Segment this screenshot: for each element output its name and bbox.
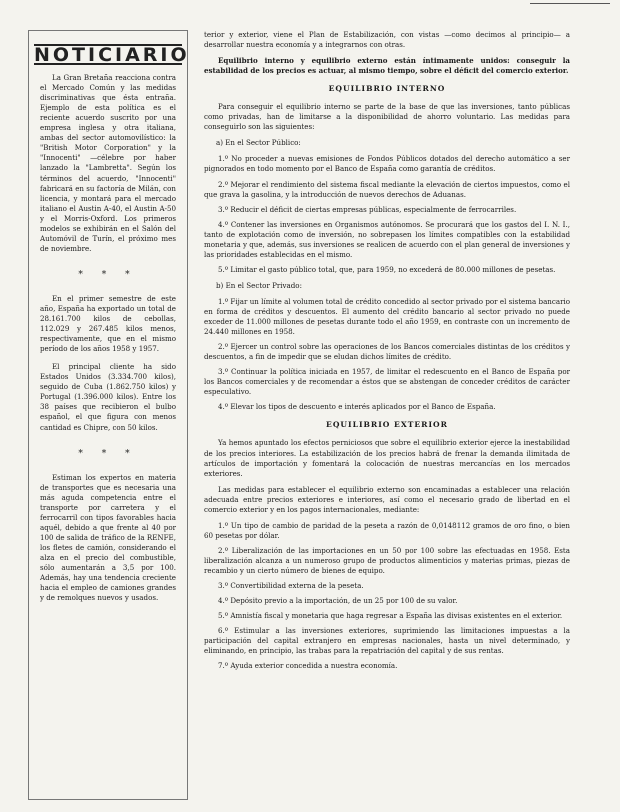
- noticiario-column: [28, 30, 188, 770]
- news-block: [40, 73, 176, 603]
- section-heading-interno: EQUILIBRIO INTERNO: [328, 84, 446, 94]
- news-paragraph: En el primer semestre de este año, España ha exportado un total de 28.161.700 kilos de cebollas, 112.029 y 267.485 kilos menos, respectivamente, que en el mismo período de los años 1958 y 1957.: [40, 293, 176, 354]
- list-item: 5.º Limitar el gasto público total, que, para 1959, no excederá de 80.000 millones de pesetas.: [218, 264, 556, 274]
- list-item: 5.º Amnistía fiscal y monetaria que haga regresar a España las divisas existentes en el exterior.: [218, 611, 563, 621]
- section-heading-exterior: EQUILIBRIO EXTERIOR: [326, 420, 448, 430]
- list-item: 6.º Estimular a las inversiones exteriores, suprimiendo las limitaciones impuestas a la participación del capital extranjero en empresas nacionales, hasta un nivel determinado, y eliminando, en principio, las trabas para la repatriación del capital y de sus rentas.: [204, 626, 570, 656]
- separator-stars: * * *: [78, 269, 138, 280]
- list-item: 1.º Un tipo de cambio de paridad de la peseta a razón de 0,0148112 gramos de oro fino, o bien 60 pesetas por dólar.: [204, 520, 570, 540]
- list-item: 4.º Contener las inversiones en Organismos autónomos. Se procurará que los gastos del I. N. I., tanto de explotación como de inversión, no sobrepasen los límites compatibles con la estabilidad monetaria y que, además, sus inversiones se realicen de acuerdo con el plan general de inversiones y las prioridades establecidas en el mismo.: [204, 219, 570, 259]
- article-paragraph: Para conseguir el equilibrio interno se parte de la base de que las inversiones, tanto públicas como privadas, han de limitarse a la disponibilidad de ahorro voluntario. Las medidas para conseguirlo son las siguientes:: [204, 102, 570, 132]
- list-item: 3.º Convertibilidad externa de la peseta.: [218, 581, 364, 591]
- news-paragraph: La Gran Bretaña reacciona contra el Mercado Común y las medidas discriminativas que ésta entraña. Ejemplo de esta política es el reciente acuerdo suscrito por una empresa inglesa y otra italiana, ambas del sector automovilístico: la "British Motor Corporation" y la "Innocenti" —célebre por haber lanzado la "Lambretta". Según los términos del acuerdo, "Innocenti" fabricará en su factoría de Milán, con licencia, y montará para el mercado italiano el Austin A-40, el Austin A-50 y el Morris-Oxford. Los primeros modelos se exhibirán en el Salón del Automóvil de Turín, el próximo mes de noviembre.: [40, 73, 176, 253]
- news-paragraph: El principal cliente ha sido Estados Unidos (3.334.700 kilos), seguido de Cuba (1.862.750 kilos) y Portugal (1.396.000 kilos). Entre los 38 países que recibieron el bulbo español, el que figura con menos cantidad es Chipre, con 50 kilos.: [40, 362, 176, 432]
- list-item: 1.º No proceder a nuevas emisiones de Fondos Públicos dotados del derecho automático a ser pignorados en todo momento por el Banco de España como garantía de créditos.: [204, 154, 570, 174]
- list-item: 3.º Continuar la política iniciada en 1957, de limitar el redescuento en el Banco de España por los Bancos comerciales y de recomendar a éstos que se abstengan de conceder créditos de carácter especulativo.: [204, 367, 570, 397]
- separator-stars: * * *: [78, 448, 138, 459]
- list-item: 2.º Ejercer un control sobre las operaciones de los Bancos comerciales distintas de los créditos y descuentos, a fin de impedir que se eludan dichos límites de crédito.: [204, 342, 570, 362]
- article-paragraph: Las medidas para establecer el equilibrio externo son encaminadas a establecer una relación adecuada entre precios exteriores e interiores, así como el necesario grado de libertad en el comercio exterior y en los pagos internacionales, mediante:: [204, 484, 570, 514]
- list-item: 1.º Fijar un límite al volumen total de crédito concedido al sector privado por el sistema bancario en forma de créditos y descuentos. El aumento del crédito bancario al sector privado no puede exceder de 11.000 millones de pesetas durante todo el año 1959, en contraste con un incremento de 24.440 millones en 1958.: [204, 296, 570, 337]
- article-column: [204, 30, 570, 676]
- news-paragraph: Estiman los expertos en materia de transportes que es necesaria una más aguda competencia entre el transporte por carretera y el ferrocarril con tipos favorables hacia aquél, debido a que frente al 40 por 100 de salida de tráfico de la RENFE, los fletes de camión, considerando el alza en el precio del combustible, sólo aumentarán a 3,5 por 100. Además, hay una tendencia creciente hacia el empleo de camiones grandes y de remolques nuevos y usados.: [40, 472, 176, 603]
- list-item: 2.º Mejorar el rendimiento del sistema fiscal mediante la elevación de ciertos impuestos, como el que grava la gasolina, y la introducción de nuevos derechos de Aduanas.: [204, 179, 570, 199]
- article-paragraph: Ya hemos apuntado los efectos perniciosos que sobre el equilibrio exterior ejerce la inestabilidad de los precios interiores. La estabilización de los precios habrá de frenar la demanda ilimitada de artículos de importación y fomentará la colocación de nuestras mercancías en los mercados exteriores.: [204, 438, 570, 478]
- subsection-label: a) En el Sector Público:: [216, 138, 301, 148]
- top-rule: [530, 3, 610, 4]
- article-paragraph: terior y exterior, viene el Plan de Estabilización, con vistas —como decimos al principio— a desarrollar nuestra economía y a integrarnos con otras.: [204, 30, 570, 50]
- article-paragraph: Equilibrio interno y equilibrio externo están íntimamente unidos: conseguir la estabilidad de los precios es actuar, al mismo tiempo, sobre el déficit del comercio exterior.: [204, 56, 570, 76]
- list-item: 4.º Depósito previo a la importación, de un 25 por 100 de su valor.: [218, 596, 458, 606]
- list-item: 3.º Reducir el déficit de ciertas empresas públicas, especialmente de ferrocarriles.: [218, 204, 517, 214]
- masthead-title: NOTICIARIO: [34, 44, 190, 66]
- list-item: 4.º Elevar los tipos de descuento e interés aplicados por el Banco de España.: [218, 402, 496, 412]
- list-item: 7.º Ayuda exterior concedida a nuestra economía.: [218, 661, 398, 671]
- list-item: 2.º Liberalización de las importaciones en un 50 por 100 sobre las efectuadas en 1958. Esta liberalización alcanza a un numeroso grupo de productos alimenticios y materias primas, piezas de recambio y un cierto número de bienes de equipo.: [204, 545, 570, 575]
- subsection-label: b) En el Sector Privado:: [216, 280, 302, 290]
